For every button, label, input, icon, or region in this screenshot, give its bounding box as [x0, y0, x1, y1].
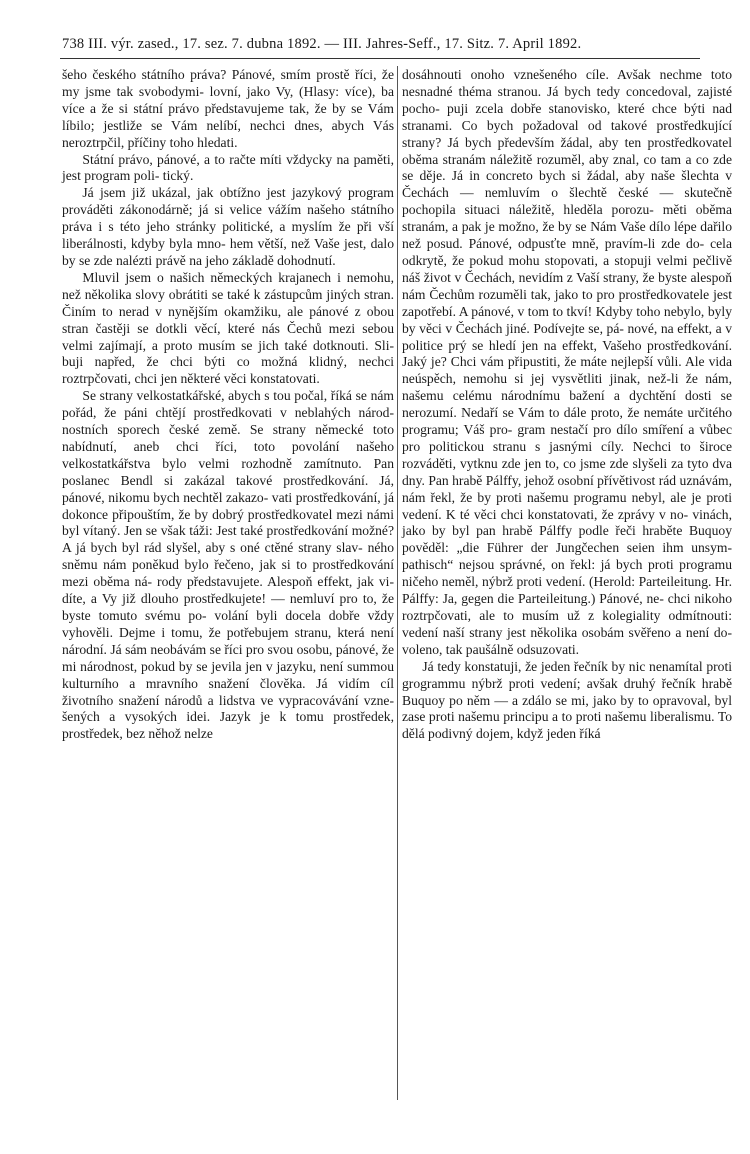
page-header: 738 III. výr. zased., 17. sez. 7. dubna 1892. — III. Jahres-Seff., 17. Sitz. 7. April 1892. — [62, 36, 582, 52]
paragraph: Já jsem již ukázal, jak obtížno jest jazykový program prováděti zákonodárně; já si velice vážím našeho státního práva i s této jeho stránky politické, a myslím že při vší liberálnosti, kdyby byla mno- hem větší, než Vaše jest, dalo by se zde nalézti právě na jeho základě dohodnutí. — [62, 185, 394, 268]
paragraph: šeho českého státního práva? Pánové, smím prostě říci, že my jsme tak svobodymi- lovní, jako Vy, (Hlasy: více), ba více a že si státní právo představujeme tak, že by se Vám líbilo; jestliže se Vám nelíbí, nechci dnes, abych Vás neroztrpčil, příčiny toho hledati. — [62, 67, 394, 150]
header-rule — [60, 58, 700, 59]
right-column — [402, 67, 732, 743]
paragraph: Se strany velkostatkářské, abych s tou počal, říká se nám pořád, že páni chtějí prostředkovati v neblahých národ- nostních sporech české země. Se strany německé toto nabídnutí, aneb chci říci, toto povolání našeho velkostatkářstva bylo velmi rozhodně zamítnuto. Pan poslanec Bendl si zakázal takové prostředkování. Já, pánové, nikomu bych nechtěl zakazo- vati prostředkování, já dokonce připouštím, že by dobrý prostředkovatel mezi námi byl vítaný. Jen se však táži: Jest také prostředkování možné? A já bych byl rád slyšel, aby s oné ctěné strany slav- ného sněmu nám poněkud bylo řečeno, jak si to prostředkování mezi oběma ná- rody představujete. Alespoň effekt, jak vi- díte, a Vy již dlouho prostředkujete! — nemluví pro to, že byste tomuto svému po- volání byli docela dobře vždy vyhověli. Dejme i tomu, že potřebujem stranu, která není národní. Já sám neobávám se říci pro svou osobu, pánové, že mi národnost, pokud by se jevila jen v jazyku, není summou kulturního a mravního snažení člověka. Já vidím cíl životního snažení národů a lidstva ve vypracovávání vzne- šených a vysokých idei. Jazyk je k tomu prostředek, prostředek, bez něhož nelze — [62, 388, 394, 742]
paragraph: Já tedy konstatuji, že jeden řečník by nic nenamítal proti grogrammu nýbrž proti vedení; avšak druhý řečník hrabě Buquoy po něm — a zdálo se mi, jako by to opravoval, byl zase proti našemu principu a to proti našemu liberalismu. To dělá podivný dojem, když jeden říká — [402, 658, 732, 742]
column-divider — [397, 66, 398, 1100]
paragraph: dosáhnouti onoho vznešeného cíle. Avšak nechme toto nesnadné théma stranou. Já bych tedy concedoval, zajisté pocho- puji zcela dobře stanovisko, které chce býti nad stranami. Co bych požadoval od takové prostředkující strany? Já bych především žádal, aby ten prostředkovatel oběma stranám náležitě rozuměl, aby znal, co tam a co zde se děje. Já in concreto bych si žádal, aby naše šlechta v Čechách — nemluvím o šlechtě české — skutečně pochopila situaci náležitě, hleděla porozu- měti oběma stranám, a pak je možno, že by se Nám Vaše dílo lépe dařilo než posud. Pánové, odpusťte mně, pravím-li zde do- cela odkrytě, že pokud mohu stopovati, a stopuji velmi pečlivě náš život v Čechách, nevidím z Vaší strany, že byste alespoň nám Čechům rozuměli tak, jako to pro prostředkovatele jest zapotřebí. A pánové, v tom to tkví! Kdyby toho nebylo, byly by věci v Čechách jiné. Podívejte se, pá- nové, na effekt, a v politice prý se hledí jen na effekt, Vašeho prostředkování. Jaký je? Chci vám připustiti, že máte nejlepší vůli. Ale vida neúspěch, nemohu si jej vysvětliti jinak, než-li že nám, našemu celému národnímu bažení a dychtění dosti se nerozumí. Nedaří se Vám to dále proto, že nemáte určitého programu; Váš pro- gram nestačí pro dílo smíření a vůbec pro politickou stranu s jasnými cíly. Nechci to široce rozváděti, vytknu zde jen to, co jsme zde slyšeli za tyto dva dny. Pan hrabě Pálffy, jehož osobní přívětivost rád uznávám, nám řekl, že by proti našemu programu nebyl, ale je proti vedení. K té věci chci konstatovati, že zprávy v no- vinách, jako by byl pan hrabě Pálffy podle řeči hraběte Buquoy pověděl: „die Führer der Jungčechen seien ihm unsym- pathisch“ nejsou správné, on řekl: já bych proti programu ničeho neměl, nýbrž proti vedení. (Herold: Parteileitung. Hr. Pálffy: Ja, gegen die Parteileitung.) Pánové, ne- chci nikoho roztrpčovati, ale to musím už z kolegiality odmítnouti: vedení naší strany jest několika osobám svěřeno a není do- voleno, tak paušálně odsuzovati. — [402, 67, 732, 657]
paragraph: Státní právo, pánové, a to račte míti vždycky na paměti, jest program poli- tický. — [62, 151, 394, 184]
left-column — [62, 67, 394, 743]
paragraph: Mluvil jsem o našich německých krajanech i nemohu, než několika slovy obrátiti se také k zástupcům jiných stran. Činím to nerad v nynějším okamžiku, ale pánové z obou stran častěji se dotkli věcí, které nás Čechů mezi sebou velmi zajímají, a proto musím se jich také dotknouti. Sli- buji napřed, že chci býti co možná klidný, nechci roztrpčovati, chci jen některé věci konstatovati. — [62, 269, 394, 387]
